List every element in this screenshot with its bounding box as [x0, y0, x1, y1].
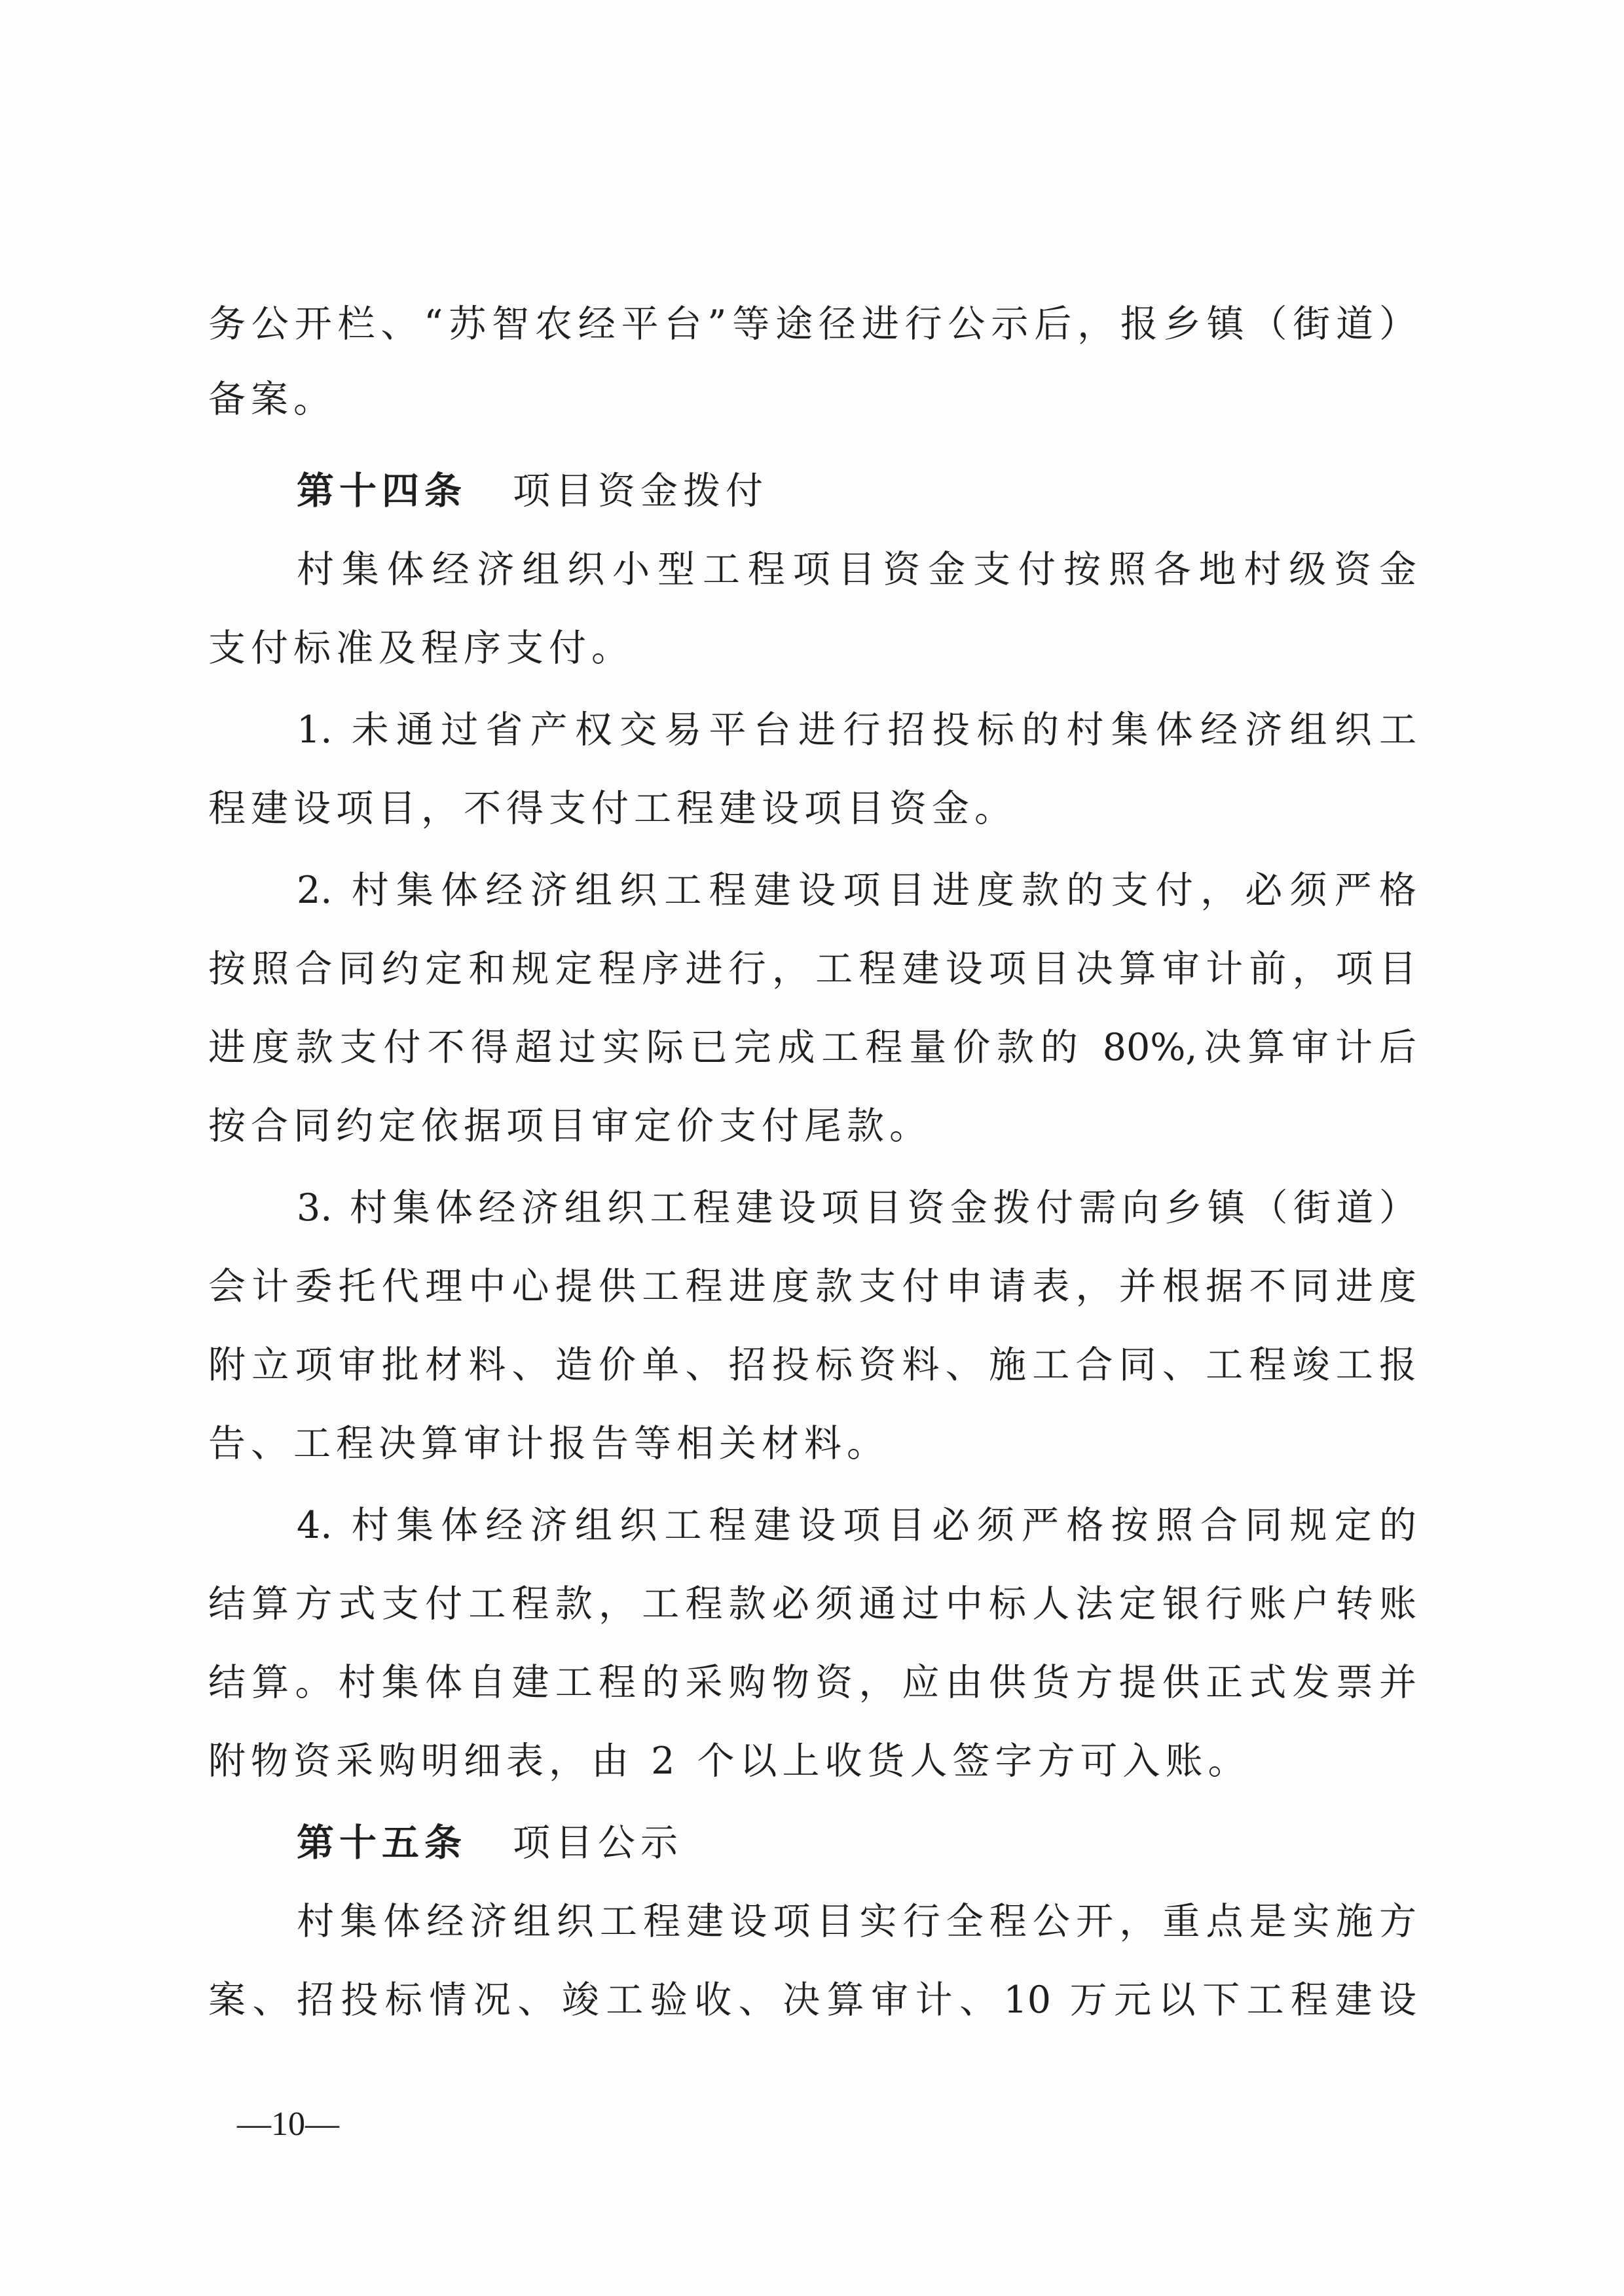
text-line: 2. 村集体经济组织工程建设项目进度款的支付，必须严格 — [297, 869, 1416, 912]
text-line: 3. 村集体经济组织工程建设项目资金拨付需向乡镇（街道） — [297, 1186, 1416, 1230]
text-line: 务公开栏、“苏智农经平台”等途径进行公示后，报乡镇（街道） — [208, 302, 1416, 346]
text-line: 附立项审批材料、造价单、招投标资料、施工合同、工程竣工报 — [208, 1343, 1416, 1387]
text-line: 结算。村集体自建工程的采购物资，应由供货方提供正式发票并 — [208, 1661, 1416, 1704]
article-title: 项目公示 — [513, 1821, 683, 1865]
text-line: 村集体经济组织工程建设项目实行全程公开，重点是实施方 — [297, 1900, 1416, 1943]
article-label: 第十四条 — [297, 469, 467, 513]
article-label: 第十五条 — [297, 1821, 467, 1865]
text-line: 程建设项目，不得支付工程建设项目资金。 — [208, 787, 1017, 830]
text-line: 按合同约定依据项目审定价支付尾款。 — [208, 1104, 932, 1148]
text-line: 支付标准及程序支付。 — [208, 627, 634, 670]
text-line: 按照合同约定和规定程序进行，工程建设项目决算审计前，项目 — [208, 947, 1416, 991]
text-line: 备案。 — [208, 378, 336, 421]
article-title: 项目资金拨付 — [513, 469, 768, 513]
text-line: 4. 村集体经济组织工程建设项目必须严格按照合同规定的 — [297, 1504, 1416, 1547]
text-line: 案、招投标情况、竣工验收、决算审计、10 万元以下工程建设 — [208, 1978, 1416, 2022]
text-line: 告、工程决算审计报告等相关材料。 — [208, 1422, 889, 1465]
text-line: 村集体经济组织小型工程项目资金支付按照各地村级资金 — [297, 548, 1416, 591]
text-line: 结算方式支付工程款，工程款必须通过中标人法定银行账户转账 — [208, 1582, 1416, 1626]
page-number: —10— — [237, 2105, 339, 2143]
text-line: 会计委托代理中心提供工程进度款支付申请表，并根据不同进度 — [208, 1265, 1416, 1308]
text-line: 附物资采购明细表，由 2 个以上收货人签字方可入账。 — [208, 1740, 1251, 1783]
article-heading-15 — [297, 1817, 683, 1869]
article-heading-14 — [297, 465, 768, 517]
text-line: 1. 未通过省产权交易平台进行招投标的村集体经济组织工 — [297, 708, 1416, 752]
text-line: 进度款支付不得超过实际已完成工程量价款的 80%,决算审计后 — [208, 1026, 1416, 1069]
